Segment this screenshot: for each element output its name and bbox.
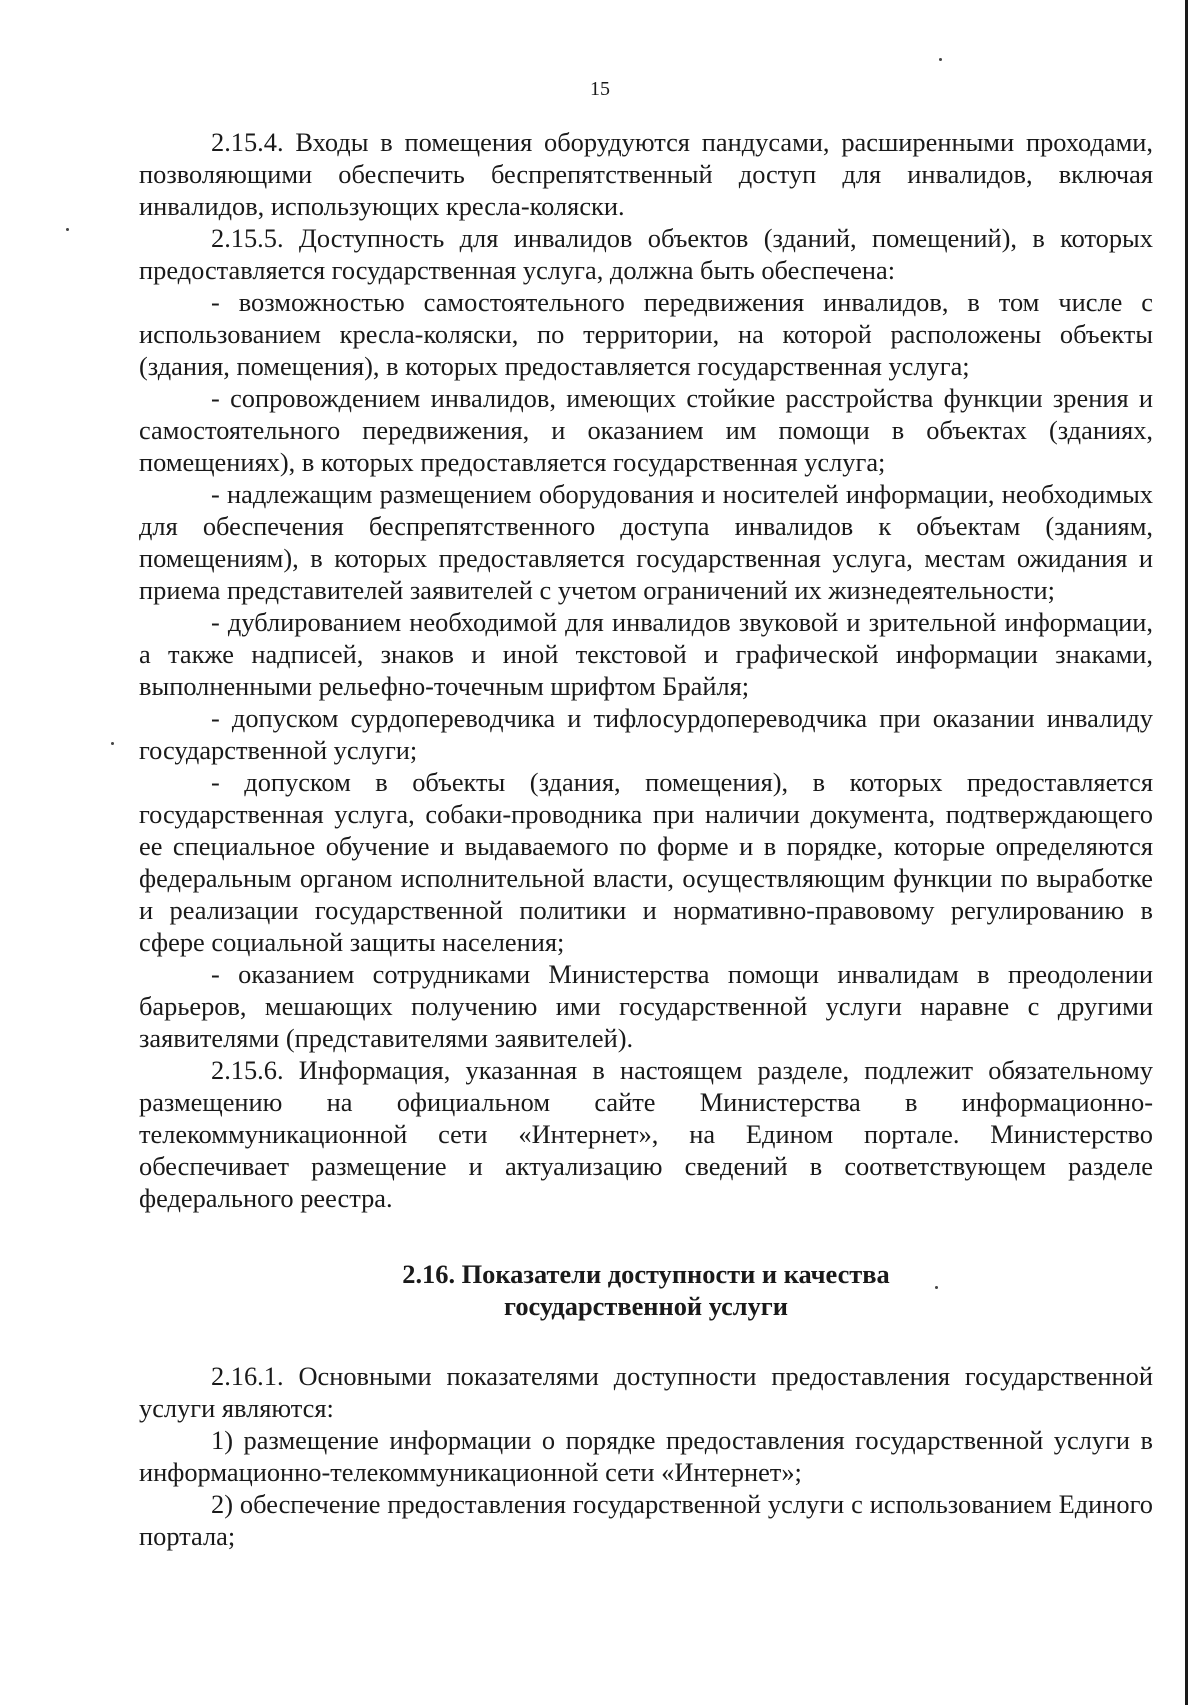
list-item-escort: - сопровождением инвалидов, имеющих стойкие расстройства функции зрения и самостоятельного передвижения, и оказанием им помощи в объектах (зданиях, помещениях), в которых предоставляется государственная услуга; bbox=[139, 383, 1153, 477]
paragraph-2-15-4: 2.15.4. Входы в помещения оборудуются пандусами, расширенными проходами, позволяющими обеспечить беспрепятственный доступ для инвалидов, включая инвалидов, использующих кресла-коляски. bbox=[139, 127, 1153, 221]
list-item-guide-dog: - допуском в объекты (здания, помещения), в которых предоставляется государственная услуга, собаки-проводника при наличии документа, подтверждающего ее специальное обучение и выдаваемого по форме и в порядке, которые определяются федеральным органом исполнительной власти, осуществляющим функции по выработке и реализации государственной политики и нормативно-правовому регулированию в сфере социальной защиты населения; bbox=[139, 767, 1153, 957]
scan-speck bbox=[935, 1286, 938, 1289]
paragraph-2-15-6: 2.15.6. Информация, указанная в настоящем разделе, подлежит обязательному размещению на официальном сайте Министерства в информационно-телекоммуникационной сети «Интернет», на Едином портале. Министерство обеспечивает размещение и актуализацию сведений в соответствующем разделе федерального реестра. bbox=[139, 1055, 1153, 1213]
document-body bbox=[139, 126, 1153, 1552]
scan-speck bbox=[111, 742, 114, 745]
section-heading-2-16 bbox=[139, 1258, 1153, 1322]
list-item-interpreter: - допуском сурдопереводчика и тифлосурдопереводчика при оказании инвалиду государственной услуги; bbox=[139, 703, 1153, 765]
paragraph-2-15-5: 2.15.5. Доступность для инвалидов объектов (зданий, помещений), в которых предоставляется государственная услуга, должна быть обеспечена: bbox=[139, 223, 1153, 285]
list-item-movement: - возможностью самостоятельного передвижения инвалидов, в том числе с использованием кресла-коляски, по территории, на которой расположены объекты (здания, помещения), в которых предоставляется государственная услуга; bbox=[139, 287, 1153, 381]
page-number: 15 bbox=[590, 78, 610, 100]
section-heading-line-2: государственной услуги bbox=[504, 1291, 788, 1321]
list-item-staff-help: - оказанием сотрудниками Министерства помощи инвалидам в преодолении барьеров, мешающих получению ими государственной услуги наравне с другими заявителями (представителями заявителей). bbox=[139, 959, 1153, 1053]
scan-edge-line bbox=[1185, 0, 1188, 1705]
scan-speck bbox=[66, 228, 69, 231]
scan-speck bbox=[939, 58, 942, 61]
list-item-duplication: - дублированием необходимой для инвалидов звуковой и зрительной информации, а также надписей, знаков и иной текстовой и графической информации знаками, выполненными рельефно-точечным шрифтом Брайля; bbox=[139, 607, 1153, 701]
list-item-1: 1) размещение информации о порядке предоставления государственной услуги в информационно-телекоммуникационной сети «Интернет»; bbox=[139, 1425, 1153, 1487]
list-item-equipment: - надлежащим размещением оборудования и носителей информации, необходимых для обеспечения беспрепятственного доступа инвалидов к объектам (зданиям, помещениям), в которых предоставляется государственная услуга, местам ожидания и приема представителей заявителей с учетом ограничений их жизнедеятельности; bbox=[139, 479, 1153, 605]
paragraph-2-16-1: 2.16.1. Основными показателями доступности предоставления государственной услуги являются: bbox=[139, 1361, 1153, 1423]
list-item-2: 2) обеспечение предоставления государственной услуги с использованием Единого портала; bbox=[139, 1489, 1153, 1551]
section-heading-line-1: 2.16. Показатели доступности и качества bbox=[402, 1259, 890, 1289]
